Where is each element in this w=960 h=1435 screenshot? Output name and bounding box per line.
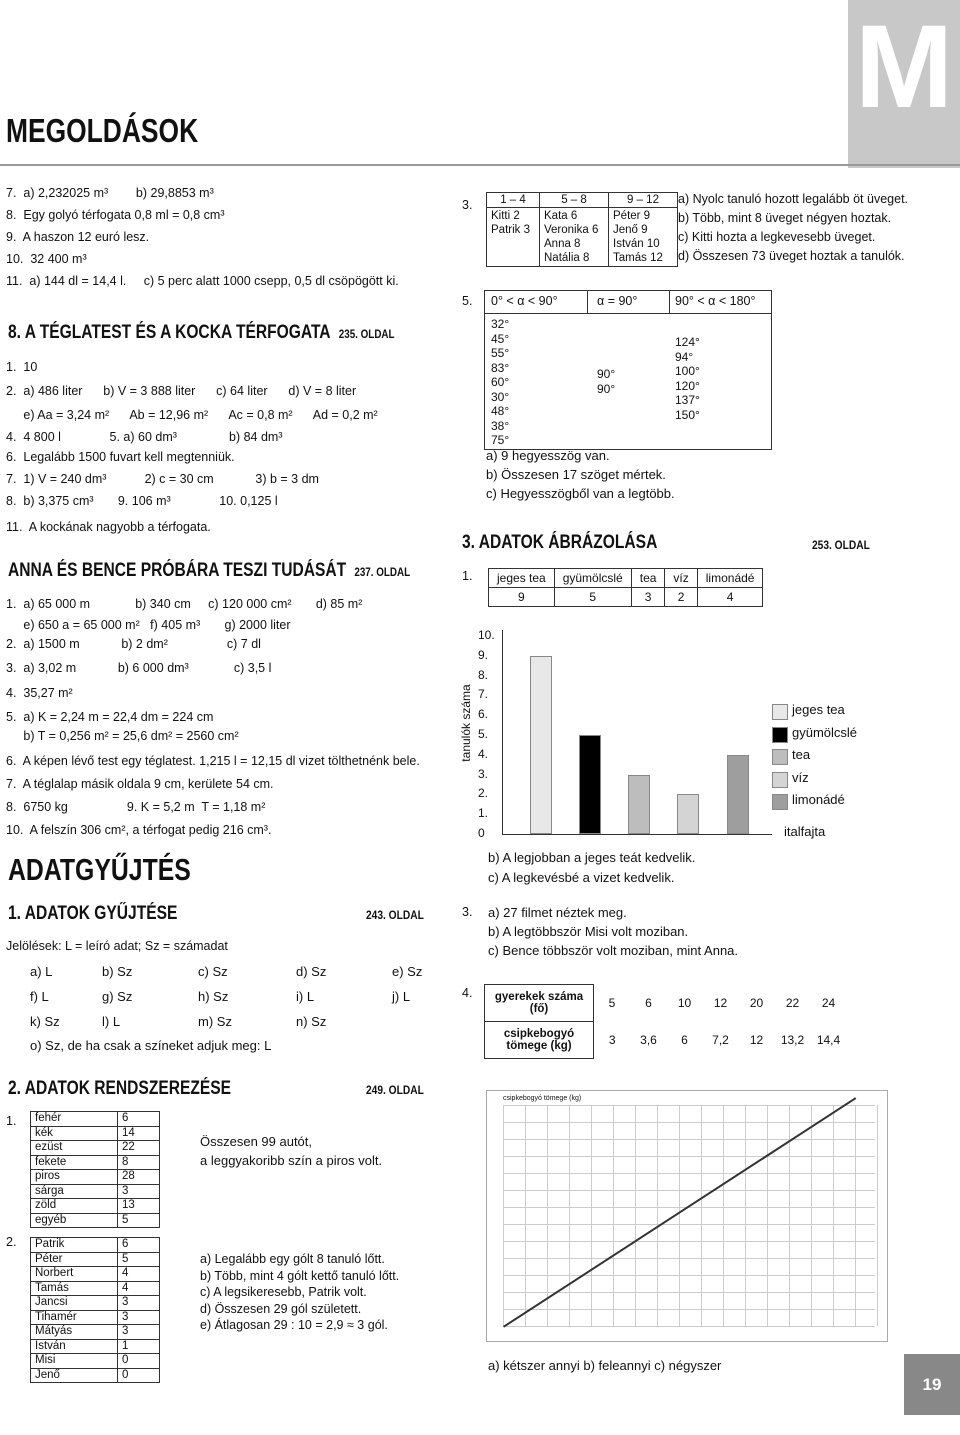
answer-line: 6. A képen lévő test egy téglatest. 1,215 l = 12,15 dl vizet tölthetnénk bele. <box>6 754 420 768</box>
data-type-answer: b) Sz <box>102 964 133 979</box>
grid-line-v <box>635 1105 636 1326</box>
grid-line-v <box>591 1105 592 1326</box>
table-cell: 5 <box>608 996 616 1010</box>
t1-note-2: a leggyakoribb szín a piros volt. <box>200 1153 383 1168</box>
table-cell: István <box>31 1339 118 1354</box>
grid-line-v <box>745 1105 746 1326</box>
anna-title: ANNA ÉS BENCE PRÓBÁRA TESZI TUDÁSÁT 237. OLDAL <box>8 560 411 581</box>
x-axis <box>502 834 772 835</box>
answer-line: 8. 6750 kg 9. K = 5,2 m T = 1,18 m² <box>6 800 266 814</box>
table-row <box>31 1238 160 1253</box>
goal-table <box>30 1237 160 1383</box>
data-type-answer: n) Sz <box>296 1014 327 1029</box>
bottle-note: d) Összesen 73 üveget hoztak a tanulók. <box>678 249 905 263</box>
table-cell: ezüst <box>31 1141 118 1156</box>
grid-line-h <box>503 1275 875 1276</box>
table-cell: 24 <box>821 996 836 1010</box>
table-row <box>31 1170 160 1185</box>
y-tick-label: 7. <box>478 687 489 702</box>
angle-value: 75° <box>491 433 510 447</box>
adatgyujtes-title: ADATGYŰJTÉS <box>8 852 191 887</box>
table-cell: 6 <box>645 996 652 1010</box>
angle-value: 55° <box>491 346 510 360</box>
grid-line-v <box>833 1105 834 1326</box>
grid-line-v <box>613 1105 614 1326</box>
answer-line: 2. a) 486 liter b) V = 3 888 liter c) 64 liter d) V = 8 liter <box>6 384 357 398</box>
table-header-cell: 9 – 12 <box>609 193 678 208</box>
table-header-cell: limonádé <box>697 569 763 588</box>
table-header-cell: gyümölcslé <box>554 569 631 588</box>
section-3-page: 253. OLDAL <box>812 538 870 552</box>
x-axis-label: italfajta <box>784 824 826 839</box>
table-row <box>31 1252 160 1267</box>
section-2-page: 249. OLDAL <box>366 1083 424 1097</box>
table-cell: Péter <box>31 1252 118 1267</box>
y-tick-label: 8. <box>478 667 489 682</box>
table-cell: 22 <box>118 1141 160 1156</box>
table-cell: 4 <box>118 1281 160 1296</box>
table-cell: 14,4 <box>816 1033 841 1047</box>
legend-swatch <box>772 727 788 743</box>
page-title: MEGOLDÁSOK <box>6 112 199 149</box>
grid-line-h <box>503 1258 875 1259</box>
table-cell: 3 <box>631 588 665 607</box>
angle-value: 38° <box>491 418 510 433</box>
table-row <box>485 1022 847 1059</box>
table-row <box>489 588 763 607</box>
angle-value: 30° <box>491 389 510 404</box>
answer-line: 6. Legalább 1500 fuvart kell megtenniük. <box>6 450 235 464</box>
data-type-answer-o: o) Sz, de ha csak a színeket adjuk meg: L <box>30 1038 272 1053</box>
answer-line: 7. 1) V = 240 dm³ 2) c = 30 cm 3) b = 3 dm <box>6 472 319 486</box>
table-cell: 3 <box>118 1310 160 1325</box>
answer-line: 5. a) K = 2,24 m = 22,4 dm = 224 cm <box>6 710 214 724</box>
bar-limonádé <box>727 755 749 834</box>
table-cell: 1 <box>118 1339 160 1354</box>
y-tick-label: 9. <box>478 647 489 662</box>
table-row <box>31 1325 160 1340</box>
corner-letter: M <box>854 1 954 133</box>
table-cell: 13,2 <box>780 1033 805 1047</box>
legend-label: jeges tea <box>792 702 845 717</box>
grid-line-h <box>503 1309 875 1310</box>
table-row <box>31 1126 160 1141</box>
legend-swatch <box>772 704 788 720</box>
data-type-answer: h) Sz <box>198 989 229 1004</box>
data-type-answer: f) L <box>30 989 49 1004</box>
angle-value: 100° <box>675 364 700 378</box>
table-cell: 0 <box>118 1368 160 1383</box>
row-header: gyerekek száma (fő) <box>485 985 594 1022</box>
table-row <box>31 1310 160 1325</box>
data-type-answer: l) L <box>102 1014 121 1029</box>
grid-line-v <box>877 1105 878 1326</box>
cinema-note: b) A legtöbbször Misi volt moziban. <box>488 924 689 939</box>
grid-line-v <box>679 1105 680 1326</box>
table-cell: 13 <box>118 1199 160 1214</box>
table-cell: Jancsi <box>31 1296 118 1311</box>
answer-line: 9. A haszon 12 euró lesz. <box>6 230 150 244</box>
table-cell: 2 <box>665 588 697 607</box>
table-row <box>485 985 847 1022</box>
table-header-cell: 5 – 8 <box>540 193 609 208</box>
data-type-answer: d) Sz <box>296 964 327 979</box>
table-cell: 5 <box>118 1213 160 1228</box>
table-cell: 9 <box>489 588 555 607</box>
table-cell: 0 <box>118 1354 160 1369</box>
table-cell: sárga <box>31 1184 118 1199</box>
answer-line: b) T = 0,256 m² = 25,6 dm² = 2560 cm² <box>6 729 239 743</box>
q3-number: 3. <box>462 905 473 919</box>
grid-line-v <box>525 1105 526 1326</box>
goal-note: c) A legsikeresebb, Patrik volt. <box>200 1285 367 1299</box>
answer-line: 4. 35,27 m² <box>6 686 73 700</box>
table-cell: 6 <box>118 1238 160 1253</box>
angle-header-cell: α = 90° <box>597 294 638 308</box>
table-cell: egyéb <box>31 1213 118 1228</box>
q4-number: 4. <box>462 986 473 1000</box>
grid-line-h <box>503 1190 875 1191</box>
table-cell: Péter 9 Jenő 9 István 10 Tamás 12 <box>609 208 678 267</box>
answer-line: 10. A felszín 306 cm², a térfogat pedig 216 cm³. <box>6 823 272 837</box>
table-cell: 7,2 <box>712 1033 729 1047</box>
grid-line-v <box>767 1105 768 1326</box>
bar-tea <box>628 775 650 834</box>
answer-line: 3. a) 3,02 m b) 6 000 dm³ c) 3,5 l <box>6 661 272 675</box>
grid-line-h <box>503 1326 875 1327</box>
drink-table <box>488 568 763 607</box>
table-cell: 6 <box>118 1112 160 1127</box>
rosehip-table <box>484 984 847 1059</box>
r5-number: 5. <box>462 294 473 308</box>
y-tick-label: 4. <box>478 746 489 761</box>
y-tick-label: 10. <box>478 628 495 642</box>
cinema-note: c) Bence többször volt moziban, mint Anna. <box>488 943 739 958</box>
table-row <box>31 1155 160 1170</box>
answer-line: 11. A kockának nagyobb a térfogata. <box>6 520 211 534</box>
table-cell: 10 <box>677 996 692 1010</box>
table-cell: Norbert <box>31 1267 118 1282</box>
y-tick-label: 3. <box>478 766 489 781</box>
answer-line: 2. a) 1500 m b) 2 dm² c) 7 dl <box>6 637 261 651</box>
table-cell: 5 <box>554 588 631 607</box>
table-cell: 3 <box>608 1033 616 1047</box>
t1-note-1: Összesen 99 autót, <box>200 1134 313 1149</box>
data-type-answer: e) Sz <box>392 964 423 979</box>
chart-note: b) A legjobban a jeges teát kedvelik. <box>488 850 696 865</box>
data-type-answer: m) Sz <box>198 1014 232 1029</box>
bar-jeges-tea <box>530 656 552 834</box>
section-3-title: 3. ADATOK ÁBRÁZOLÁSA <box>462 532 658 553</box>
legend-label: víz <box>792 769 809 785</box>
y-axis <box>502 630 503 834</box>
adatok-gyujtese-page: 243. OLDAL <box>366 908 424 922</box>
angle-value: 48° <box>491 404 510 418</box>
answer-line: 10. 32 400 m³ <box>6 252 87 266</box>
answer-line: 7. a) 2,232025 m³ b) 29,8853 m³ <box>6 186 214 200</box>
table-cell: Kata 6 Veronika 6 Anna 8 Natália 8 <box>540 208 609 267</box>
table-header-cell: tea <box>631 569 665 588</box>
table-cell: 3 <box>118 1325 160 1340</box>
table-header-cell: 1 – 4 <box>487 193 540 208</box>
grid-line-v <box>503 1105 504 1326</box>
answer-line: 7. A téglalap másik oldala 9 cm, kerülete 54 cm. <box>6 777 274 791</box>
header-divider <box>0 164 960 166</box>
grid-line-v <box>723 1105 724 1326</box>
car-color-table <box>30 1111 160 1228</box>
legend-label: tea <box>792 747 811 762</box>
grid-line-v <box>811 1105 812 1326</box>
small-chart-title: csipkebogyó tömege (kg) <box>503 1095 582 1102</box>
answer-line: 1. 10 <box>6 360 38 374</box>
table-row <box>31 1296 160 1311</box>
y-axis-label: tanulók száma <box>459 684 473 762</box>
table-cell: 20 <box>749 996 764 1010</box>
bar-gyümölcslé <box>579 735 601 834</box>
table-header-row <box>487 193 678 208</box>
legend-label: gyümölcslé <box>792 724 858 740</box>
y-tick-label: 1. <box>478 806 489 821</box>
page-number: 19 <box>904 1354 960 1415</box>
grid-line-h <box>503 1173 875 1174</box>
legend-text: Jelölések: L = leíró adat; Sz = számadat <box>6 939 228 953</box>
answer-line: 8. b) 3,375 cm³ 9. 106 m³ 10. 0,125 l <box>6 494 278 508</box>
table-cell: Tihamér <box>31 1310 118 1325</box>
table-cell: Kitti 2 Patrik 3 <box>487 208 540 267</box>
table-cell: 14 <box>118 1126 160 1141</box>
legend-swatch <box>772 794 788 810</box>
answer-line: 1. a) 65 000 m b) 340 cm c) 120 000 cm² d) 85 m² <box>6 597 363 611</box>
table-row <box>31 1141 160 1156</box>
grid-line-h <box>503 1224 875 1225</box>
table-row <box>31 1281 160 1296</box>
angle-header-cell: 0° < α < 90° <box>491 294 558 308</box>
legend-label: limonádé <box>792 792 845 807</box>
table-cell: Misi <box>31 1354 118 1369</box>
angle-value: 83° <box>491 360 510 375</box>
table-row <box>31 1199 160 1214</box>
angle-note: c) Hegyesszögből van a legtöbb. <box>486 486 675 501</box>
data-type-answer: g) Sz <box>102 989 133 1004</box>
grid-line-h <box>503 1156 875 1157</box>
table-row <box>31 1112 160 1127</box>
row-header: csipkebogyó tömege (kg) <box>485 1022 594 1059</box>
table-cell: 12 <box>749 1033 764 1047</box>
table-cell: 3 <box>118 1296 160 1311</box>
bottle-note: c) Kitti hozta a legkevesebb üveget. <box>678 230 876 244</box>
legend-swatch <box>772 749 788 765</box>
chart-note: c) A legkevésbé a vizet kedvelik. <box>488 870 675 885</box>
table-header-cell: víz <box>665 569 697 588</box>
table-row <box>487 208 678 267</box>
bar-víz <box>677 794 699 834</box>
table-cell: Patrik <box>31 1238 118 1253</box>
bottle-note: b) Több, mint 8 üveget négyen hoztak. <box>678 211 892 225</box>
angle-value: 94° <box>675 349 694 364</box>
table-cell: fekete <box>31 1155 118 1170</box>
angle-value: 45° <box>491 331 510 346</box>
table-row <box>31 1339 160 1354</box>
table-cell: kék <box>31 1126 118 1141</box>
table-row <box>31 1267 160 1282</box>
table-cell: 4 <box>697 588 763 607</box>
grid-line-v <box>547 1105 548 1326</box>
data-type-answer: i) L <box>296 989 315 1004</box>
table-row <box>31 1354 160 1369</box>
grid-line-v <box>855 1105 856 1326</box>
table-cell: Jenő <box>31 1368 118 1383</box>
table-cell: 6 <box>681 1033 688 1047</box>
answer-line: 4. 4 800 l 5. a) 60 dm³ b) 84 dm³ <box>6 430 283 444</box>
grid-line-h <box>503 1105 875 1106</box>
grid-line-h <box>503 1241 875 1242</box>
grid-line-v <box>701 1105 702 1326</box>
angle-value: 137° <box>675 393 700 407</box>
r3-number: 3. <box>462 198 473 212</box>
t2-number: 2. <box>6 1235 17 1249</box>
answer-line: e) Aa = 3,24 m² Ab = 12,96 m² Ac = 0,8 m² Ad = 0,2 m² <box>6 408 378 422</box>
data-type-answer: a) L <box>30 964 53 979</box>
y-tick-label: 0 <box>478 826 485 840</box>
angle-note: a) 9 hegyesszög van. <box>486 448 610 463</box>
adatok-gyujtese-title: 1. ADATOK GYŰJTÉSE <box>8 903 178 924</box>
angle-value: 120° <box>675 378 700 393</box>
table-cell: 22 <box>785 996 800 1010</box>
goal-note: e) Átlagosan 29 : 10 = 2,9 ≈ 3 gól. <box>200 1318 388 1332</box>
table-cell: Mátyás <box>31 1325 118 1340</box>
data-type-answer: j) L <box>392 989 411 1004</box>
data-type-answer: c) Sz <box>198 964 228 979</box>
table-row <box>31 1213 160 1228</box>
q4-bottom-answers: a) kétszer annyi b) feleannyi c) négyszer <box>488 1358 722 1373</box>
angle-value: 124° <box>675 335 700 349</box>
table-header-cell: jeges tea <box>489 569 555 588</box>
bottle-note: a) Nyolc tanuló hozott legalább öt üveget. <box>678 192 909 206</box>
table-cell: piros <box>31 1170 118 1185</box>
y-tick-label: 2. <box>478 786 489 801</box>
grid-line-h <box>503 1139 875 1140</box>
grid-line-v <box>569 1105 570 1326</box>
table-cell: 8 <box>118 1155 160 1170</box>
angle-value: 60° <box>491 375 510 389</box>
answer-line: e) 650 a = 65 000 m² f) 405 m³ g) 2000 liter <box>6 618 291 632</box>
y-tick-label: 6. <box>478 707 489 722</box>
angle-note: b) Összesen 17 szöget mértek. <box>486 467 666 482</box>
table-cell: fehér <box>31 1112 118 1127</box>
data-type-answer: k) Sz <box>30 1014 60 1029</box>
y-tick-label: 5. <box>478 727 489 741</box>
section-8-title: 8. A TÉGLATEST ÉS A KOCKA TÉRFOGATA 235. OLDAL <box>8 322 395 343</box>
cinema-note: a) 27 filmet néztek meg. <box>488 905 627 920</box>
table-row <box>31 1184 160 1199</box>
table-cell: Tamás <box>31 1281 118 1296</box>
angle-table <box>484 290 772 450</box>
angle-header-cell: 90° < α < 180° <box>675 294 756 308</box>
table-row <box>31 1368 160 1383</box>
goal-note: d) Összesen 29 gól született. <box>200 1301 362 1316</box>
table-cell: 5 <box>118 1252 160 1267</box>
table-cell: 3,6 <box>640 1033 657 1047</box>
t1-number: 1. <box>6 1114 17 1128</box>
grid-line-v <box>657 1105 658 1326</box>
table-cell: zöld <box>31 1199 118 1214</box>
table-header-row <box>489 569 763 588</box>
angle-value: 90° <box>597 381 616 396</box>
answer-line: 8. Egy golyó térfogata 0,8 ml = 0,8 cm³ <box>6 208 225 222</box>
answer-line: 11. a) 144 dl = 14,4 l. c) 5 perc alatt 1000 csepp, 0,5 dl csöpögött ki. <box>6 274 399 288</box>
bottle-table <box>486 192 678 267</box>
rosehip-chart <box>486 1090 888 1342</box>
q1-number: 1. <box>462 569 473 583</box>
goal-note: b) Több, mint 4 gólt kettő tanuló lőtt. <box>200 1268 400 1283</box>
angle-value: 150° <box>675 407 700 422</box>
section-2-title: 2. ADATOK RENDSZEREZÉSE <box>8 1078 232 1099</box>
goal-note: a) Legalább egy gólt 8 tanuló lőtt. <box>200 1252 385 1266</box>
legend-swatch <box>772 772 788 788</box>
table-cell: 4 <box>118 1267 160 1282</box>
table-cell: 12 <box>713 996 728 1010</box>
table-cell: 3 <box>118 1184 160 1199</box>
table-cell: 28 <box>118 1170 160 1185</box>
angle-value: 90° <box>597 367 616 381</box>
angle-value: 32° <box>491 317 510 331</box>
